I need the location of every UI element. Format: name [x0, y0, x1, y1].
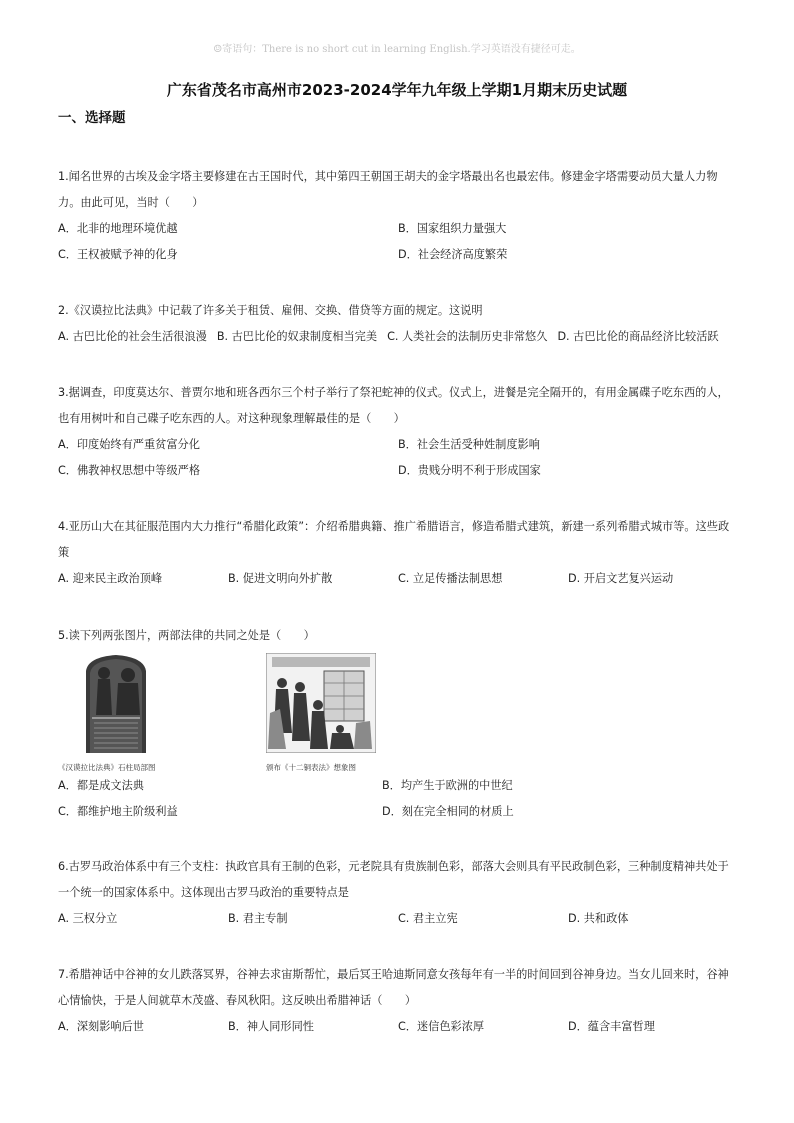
question-stem: 5.读下列两张图片，两部法律的共同之处是（ ） — [58, 629, 315, 642]
options — [58, 324, 738, 350]
question-3 — [58, 380, 738, 484]
figure-twelve-tables — [266, 653, 376, 781]
page-title: 广东省茂名市高州市2023-2024学年九年级上学期1月期末历史试题 — [166, 81, 628, 99]
question-stem: 7.希腊神话中谷神的女儿跌落冥界，谷神去求宙斯帮忙，最后冥王哈迪斯同意女孩每年有一半的时间回到谷神身边。当女儿回来时，谷神心情愉快，于是人间就草木茂盛、春风秋阳。这反映出希腊神话（ ） — [58, 968, 729, 1007]
option-d[interactable]: D. 开启文艺复兴运动 — [568, 572, 674, 585]
option-c[interactable]: C．佛教神权思想中等级严格 — [58, 464, 201, 477]
question-stem: 3.据调查，印度莫达尔、普贾尔地和班各西尔三个村子举行了祭祀蛇神的仪式。仪式上，进餐是完全隔开的，有用金属碟子吃东西的人，也有用树叶和自己碟子吃东西的人。对这种现象理解最佳的是（ ） — [58, 386, 729, 425]
hammurabi-stele-image — [58, 653, 188, 753]
header-watermark: ☺寄语句：There is no short cut in learning English.学习英语没有捷径可走。 — [213, 44, 581, 55]
option-a[interactable]: A. 三权分立 — [58, 912, 118, 925]
options — [58, 566, 738, 592]
option-d[interactable]: D. 古巴比伦的商品经济比较活跃 — [557, 330, 719, 343]
option-b[interactable]: B．神人同形同性 — [228, 1020, 314, 1033]
question-1 — [58, 164, 738, 268]
option-d[interactable]: D．刻在完全相同的材质上 — [382, 805, 514, 818]
option-d[interactable]: D．蕴含丰富哲理 — [568, 1020, 655, 1033]
option-d[interactable]: D. 共和政体 — [568, 912, 629, 925]
option-d[interactable]: D．社会经济高度繁荣 — [398, 248, 508, 261]
question-7 — [58, 962, 738, 1040]
option-b[interactable]: B. 君主专制 — [228, 912, 288, 925]
figures — [58, 653, 738, 773]
figure-hammurabi — [58, 653, 188, 781]
option-b[interactable]: B．均产生于欧洲的中世纪 — [382, 779, 513, 792]
question-stem: 1.闻名世界的古埃及金字塔主要修建在古王国时代，其中第四王朝国王胡夫的金字塔最出名也最宏伟。修建金字塔需要动员大量人力物力。由此可见，当时（ ） — [58, 170, 718, 209]
options — [58, 216, 738, 268]
question-stem: 2.《汉谟拉比法典》中记载了许多关于租赁、雇佣、交换、借贷等方面的规定。这说明 — [58, 304, 483, 317]
option-c[interactable]: C. 立足传播法制思想 — [398, 572, 503, 585]
options — [58, 906, 738, 932]
option-a[interactable]: A. 迎来民主政治顶峰 — [58, 572, 163, 585]
option-c[interactable]: C．迷信色彩浓厚 — [398, 1020, 485, 1033]
option-a[interactable]: A．都是成文法典 — [58, 779, 144, 792]
option-b[interactable]: B. 古巴比伦的奴隶制度相当完美 — [216, 330, 378, 343]
option-a[interactable]: A. 古巴比伦的社会生活很浪漫 — [58, 330, 207, 343]
option-c[interactable]: C. 人类社会的法制历史非常悠久 — [387, 330, 548, 343]
option-b[interactable]: B. 促进文明向外扩散 — [228, 572, 333, 585]
twelve-tables-illustration — [266, 653, 376, 753]
option-c[interactable]: C．都维护地主阶级利益 — [58, 805, 178, 818]
option-b[interactable]: B．国家组织力量强大 — [398, 222, 507, 235]
question-6 — [58, 854, 738, 932]
figure-caption: 颁布《十二铜表法》想象图 — [266, 763, 356, 772]
option-a[interactable]: A．深刻影响后世 — [58, 1020, 144, 1033]
option-c[interactable]: C．王权被赋予神的化身 — [58, 248, 178, 261]
option-c[interactable]: C. 君主立宪 — [398, 912, 458, 925]
question-4 — [58, 514, 738, 592]
option-b[interactable]: B．社会生活受种姓制度影响 — [398, 438, 540, 451]
figure-caption: 《汉谟拉比法典》石柱局部图 — [58, 763, 156, 772]
options — [58, 432, 738, 484]
question-2 — [58, 298, 738, 350]
section-heading: 一、选择题 — [58, 110, 126, 126]
question-5 — [58, 623, 738, 825]
question-stem: 4.亚历山大在其征服范围内大力推行“希腊化政策”：介绍希腊典籍、推广希腊语言，修造希腊式建筑，新建一系列希腊式城市等。这些政策 — [58, 520, 730, 559]
option-a[interactable]: A．北非的地理环境优越 — [58, 222, 178, 235]
option-a[interactable]: A．印度始终有严重贫富分化 — [58, 438, 200, 451]
option-d[interactable]: D．贵贱分明不利于形成国家 — [398, 464, 541, 477]
options — [58, 1014, 738, 1040]
question-stem: 6.古罗马政治体系中有三个支柱：执政官具有王制的色彩，元老院具有贵族制色彩，部落大会则具有平民政制色彩，三种制度精神共处于一个统一的国家体系中。这体现出古罗马政治的重要特点是 — [58, 860, 729, 899]
